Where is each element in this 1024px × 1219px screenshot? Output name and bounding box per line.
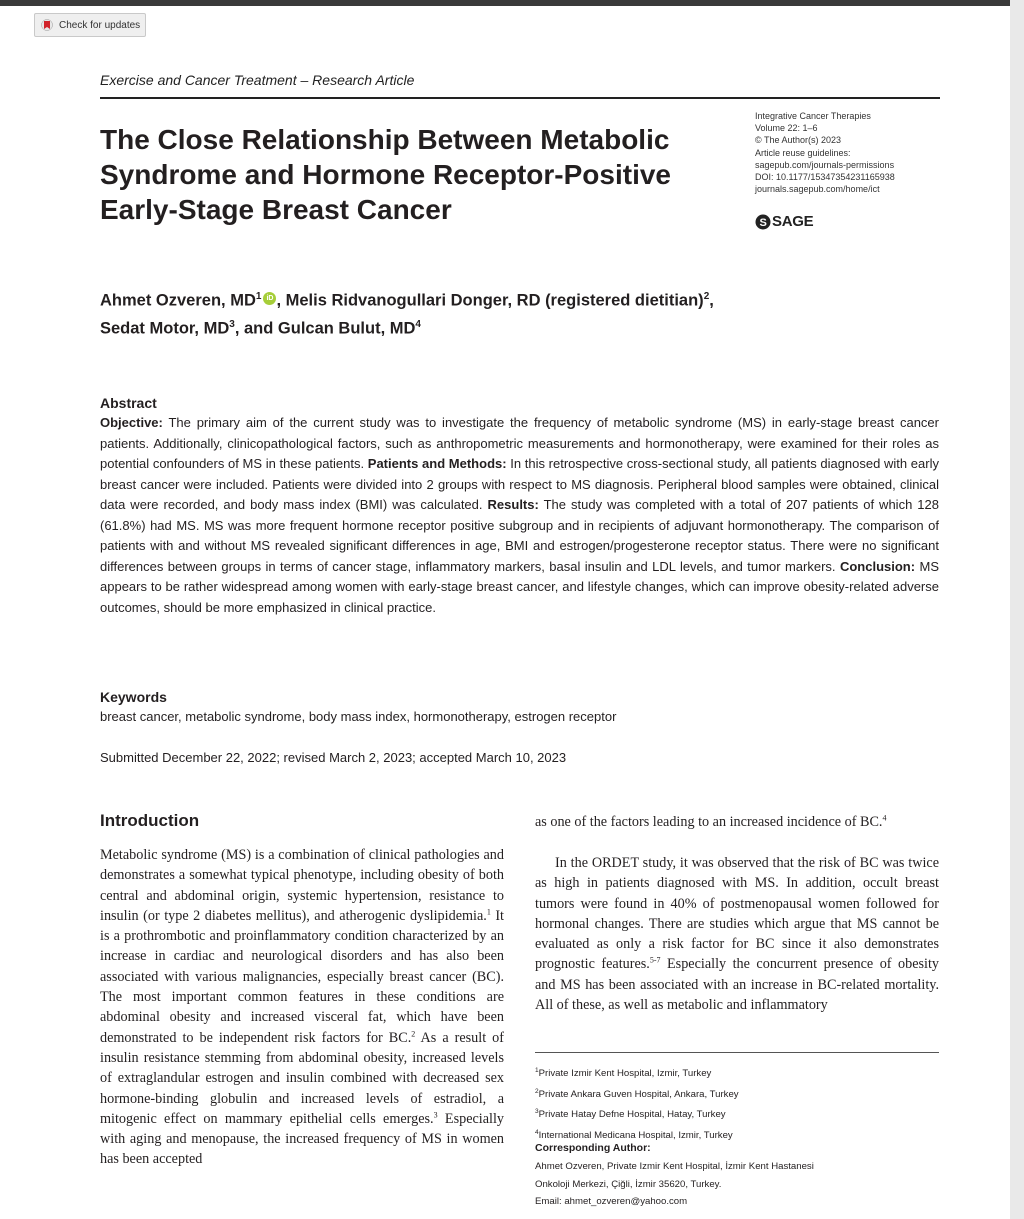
intro-text: Metabolic syndrome (MS) is a combination of clinical pathologies and demonstrates a somewhat typical phenotype, including obesity of both central and abdominal origin, systemic hypertension, resistance to insulin (or type 2 diabetes mellitus), and atherogenic dyslipidemia. <box>100 847 504 924</box>
journal-home-link[interactable]: journals.sagepub.com/home/ict <box>755 184 880 195</box>
submission-dates: Submitted December 22, 2022; revised March 2, 2023; accepted March 10, 2023 <box>100 750 567 765</box>
orcid-icon[interactable]: iD <box>263 292 276 305</box>
affiliation-text: Private Ankara Guven Hospital, Ankara, Turkey <box>538 1088 739 1100</box>
keywords-heading: Keywords <box>100 689 167 705</box>
conclusion-label: Conclusion: <box>839 558 916 574</box>
introduction-paragraph <box>100 845 504 1170</box>
affiliation-footnotes <box>535 1062 939 1145</box>
journal-copyright: © The Author(s) 2023 <box>755 135 842 146</box>
methods-label: Patients and Methods: <box>367 456 507 471</box>
affiliation-number: 2 <box>535 1087 539 1095</box>
intro-text: It is a prothrombotic and proinflammatory condition characterized by an increase in cardiac and neurological disorders and has also been associated with various malignancies, especially breast cancer (BC). The most important common features in these conditions are abdominal obesity and increased visceral fat, which have been demonstrated to be independent risk factors for BC. <box>100 907 504 1046</box>
viewer-top-bar <box>0 0 1024 6</box>
sage-logo <box>755 213 813 230</box>
abstract-heading: Abstract <box>100 395 157 411</box>
affiliation-item <box>535 1062 939 1083</box>
svg-text:S: S <box>759 216 767 229</box>
intro-text: Especially the concurrent presence of obesity and MS has been associated with an increase in BC-related mortality. All of these, as well as metabolic and inflammatory <box>535 956 939 1014</box>
corresponding-email[interactable]: Email: ahmet_ozveren@yahoo.com <box>535 1196 688 1207</box>
introduction-paragraph-continued <box>535 812 939 832</box>
journal-volume: Volume 22: 1–6 <box>755 123 818 134</box>
doi-link[interactable]: DOI: 10.1177/15347354231165938 <box>755 172 895 183</box>
affiliation-text: Private Izmir Kent Hospital, Izmir, Turkey <box>538 1068 712 1080</box>
affiliation-marker: 4 <box>415 318 421 330</box>
reuse-guidelines-label: Article reuse guidelines: <box>755 147 851 158</box>
intro-text: Especially with aging and menopause, the increased frequency of MS in women has been accepted <box>100 1110 504 1168</box>
affiliation-marker: 2 <box>703 291 710 302</box>
affiliation-marker: 3 <box>229 318 235 330</box>
affiliation-text: Private Hatay Defne Hospital, Hatay, Turkey <box>538 1109 726 1121</box>
affiliation-item <box>535 1083 939 1104</box>
affiliation-number: 3 <box>535 1108 539 1116</box>
article-title: The Close Relationship Between Metabolic Syndrome and Hormone Receptor-Positive Early-Stage Breast Cancer <box>100 124 672 225</box>
results-text: The study was completed with a total of 207 patients of which 128 (61.8%) had MS. MS was more frequent hormone receptor positive subgroup and in recipients of adjuvant hormonotherapy. The comparison of patients with and without MS revealed significant differences in age, BMI and estrogen/progesterone receptor status. There were no significant differences between groups in terms of cancer stage, inflammatory markers, basal insulin and LDL levels, and tumor markers. <box>100 497 939 574</box>
author-separator: , <box>276 291 286 310</box>
journal-name: Integrative Cancer Therapies <box>755 111 871 121</box>
author-name: Melis Ridvanogullari Donger, RD (registered dietitian) <box>285 291 704 310</box>
corresponding-address-line: Onkoloji Merkezi, Çiğli, İzmir 35620, Turkey. <box>535 1178 722 1190</box>
article-section-label: Exercise and Cancer Treatment – Research Article <box>100 72 415 88</box>
viewer-scrollbar[interactable] <box>1010 0 1024 1219</box>
corresponding-address-line: Ahmet Ozveren, Private Izmir Kent Hospital, İzmir Kent Hastanesi <box>535 1161 814 1172</box>
journal-info <box>755 110 945 195</box>
corresponding-author-details <box>535 1158 939 1211</box>
sage-logo-icon <box>755 214 771 230</box>
keywords-list: breast cancer, metabolic syndrome, body mass index, hormonotherapy, estrogen receptor <box>100 709 617 724</box>
corresponding-author-heading: Corresponding Author: <box>535 1142 651 1154</box>
objective-text: The primary aim of the current study was to investigate the frequency of metabolic syndrome (MS) in early-stage breast cancer patients. Additionally, clinicopathological factors, such as anthropometric measurements and hormonotherapy, were examined for their roles as potential confounders of MS in these patients. <box>100 415 939 471</box>
abstract-body <box>100 413 939 618</box>
intro-text: as one of the factors leading to an increased incidence of BC. <box>535 814 883 830</box>
permissions-link[interactable]: sagepub.com/journals-permissions <box>755 159 895 170</box>
citation-marker[interactable]: 4 <box>882 813 887 823</box>
author-name: Gulcan Bulut, MD <box>277 319 416 337</box>
citation-marker[interactable]: 5-7 <box>649 955 661 965</box>
results-label: Results: <box>487 497 539 512</box>
intro-text: As a result of insulin resistance stemming from abdominal obesity, increased levels of extraglandular estrogen and insulin combined with decreased sex hormone-binding globulin and increased levels of estradiol, a mitogenic effect on mammary epithelial cells emerges. <box>100 1029 505 1127</box>
check-for-updates-button[interactable] <box>34 13 146 37</box>
affiliation-text: International Medicana Hospital, Izmir, Turkey <box>538 1130 733 1142</box>
introduction-paragraph <box>535 853 939 1015</box>
objective-label: Objective: <box>100 415 163 430</box>
affiliation-marker: 1 <box>255 291 262 302</box>
affiliation-item <box>535 1103 939 1124</box>
check-for-updates-label: Check for updates <box>59 19 141 31</box>
citation-marker[interactable]: 2 <box>411 1028 416 1038</box>
author-name: Ahmet Ozveren, MD <box>100 291 256 310</box>
methods-text: In this retrospective cross-sectional study, all patients diagnosed with early breast cancer were included. Patients were divided into 2 groups with respect to MS diagnosis. Peripheral blood samples were obtained, clinical data were recorded, and body mass index (BMI) was calculated. <box>100 456 939 512</box>
header-divider <box>100 97 940 99</box>
footnote-divider <box>535 1052 939 1053</box>
author-separator: , <box>709 291 714 310</box>
introduction-heading: Introduction <box>100 811 200 830</box>
intro-text: In the ORDET study, it was observed that the risk of BC was twice as high in patients diagnosed with MS. In addition, occult breast tumors were found in 40% of postmenopausal women followed for hormonal changes. There are studies which argue that MS cannot be evaluated as only a risk factor for BC since it also demonstrates prognostic features. <box>535 855 939 973</box>
author-separator: , and <box>234 319 278 337</box>
author-name: Sedat Motor, MD <box>100 319 230 337</box>
conclusion-text: MS appears to be rather widespread among women with early-stage breast cancer, and lifestyle changes, which can improve obesity-related adverse outcomes, should be more emphasized in clinical practice. <box>100 558 939 615</box>
sage-logo-text: SAGE <box>772 213 814 230</box>
crossmark-icon <box>41 19 53 31</box>
citation-marker[interactable]: 3 <box>433 1110 438 1120</box>
affiliation-number: 4 <box>535 1129 539 1137</box>
author-list <box>100 285 920 340</box>
citation-marker[interactable]: 1 <box>486 907 491 917</box>
affiliation-number: 1 <box>535 1067 539 1074</box>
